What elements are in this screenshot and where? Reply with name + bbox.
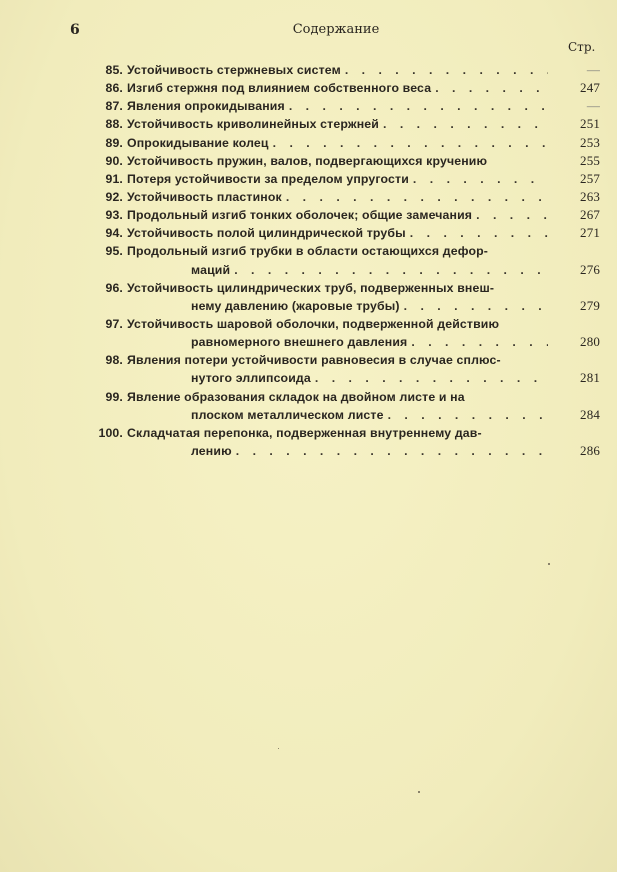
entry-page: 267 [580,207,600,223]
toc-entry-continuation [84,369,600,387]
entry-page: 286 [580,442,600,458]
entry-title: Продольный изгиб тонких оболочек; общие замечания [127,208,473,223]
page-column-label: Стр. [568,40,596,54]
entry-title: Устойчивость шаровой оболочки, подверженной действию [127,316,500,331]
toc-entry [84,134,600,152]
entry-number: 88. [105,117,123,132]
entry-number: 85. [105,63,123,77]
entry-number: 91. [105,171,123,186]
dot-leader [410,224,548,242]
entry-title: Явления потери устойчивости равновесия в случае сплюс- [127,353,501,368]
toc-entry [84,351,600,369]
entry-number: 93. [105,208,123,223]
entry-number: 89. [105,135,123,150]
entry-page: 251 [580,116,600,132]
entry-page: 253 [580,134,600,150]
entry-title: плоском металлическом листе [191,407,384,422]
toc-entry [84,206,600,224]
dot-leader [273,134,548,152]
toc-entry-continuation [84,406,600,424]
entry-title: Складчатая перепонка, подверженная внутреннему дав- [127,425,482,440]
toc-entry [84,224,600,242]
entry-number: 97. [105,316,123,331]
entry-title: Изгиб стержня под влиянием собственного веса [127,81,432,96]
toc-entry [84,424,600,442]
toc-entry [84,315,600,333]
entry-number: 98. [105,353,123,368]
dot-leader [404,297,548,315]
dot-leader [435,79,548,97]
scan-speck [548,563,550,565]
entry-number: 95. [105,244,123,259]
entry-page: 279 [580,297,600,313]
entry-page: 281 [580,370,600,386]
dot-leader [286,188,548,206]
toc-entry-continuation [84,261,600,279]
toc-entry-continuation [84,297,600,315]
entry-number: 100. [98,425,123,440]
page-number: 6 [70,22,80,38]
entry-title: лению [191,443,232,458]
entry-title: Устойчивость полой цилиндрической трубы [127,226,406,241]
toc-entry [84,152,600,170]
entry-title: Явления опрокидывания [127,99,285,114]
entry-page: 247 [580,80,600,96]
dot-leader [289,97,548,115]
toc-entry-continuation [84,333,600,351]
entry-title: Устойчивость пластинок [127,189,282,204]
entry-title: Опрокидывание колец [127,135,269,150]
dot-leader [388,406,548,424]
toc-entry-continuation [84,442,600,460]
entry-page: 257 [580,170,600,186]
entry-title: Устойчивость стержневых систем [127,63,341,77]
entry-number: 99. [105,389,123,404]
toc-entry [84,188,600,206]
toc-entry [84,279,600,297]
entry-page: 271 [580,225,600,241]
page-title: Содержание [292,22,380,37]
toc-entry [84,79,600,97]
entry-title: Устойчивость пружин, валов, подвергающихся кручению [127,153,488,168]
entry-title: Продольный изгиб трубки в области остающихся дефор- [127,244,489,259]
scan-speck [278,748,279,749]
entry-page: 284 [580,406,600,422]
entry-page: 263 [580,188,600,204]
entry-page: 280 [580,334,600,350]
entry-number: 87. [105,99,123,114]
entry-title: маций [191,262,231,277]
entry-title: Потеря устойчивости за пределом упругости [127,171,409,186]
dot-leader [413,170,548,188]
toc-entry [84,242,600,260]
entry-title: нутого эллипсоида [191,371,311,386]
table-of-contents [84,61,600,460]
entry-page: — [586,62,600,77]
toc-entry [84,170,600,188]
dot-leader [476,206,548,224]
entry-page: — [586,98,600,114]
dot-leader [315,369,548,387]
dot-leader [234,261,548,279]
toc-entry [84,61,600,79]
entry-title: равномерного внешнего давления [191,335,408,350]
entry-number: 92. [105,189,123,204]
entry-number: 86. [105,81,123,96]
entry-number: 94. [105,226,123,241]
entry-title: Устойчивость цилиндрических труб, подверженных внеш- [127,280,495,295]
scan-speck [418,791,420,793]
toc-entry [84,97,600,115]
entry-number: 96. [105,280,123,295]
entry-number: 90. [105,153,123,168]
dot-leader [236,442,548,460]
entry-title: нему давлению (жаровые трубы) [191,298,400,313]
entry-page: 255 [580,152,600,168]
dot-leader [383,115,548,133]
toc-entry [84,115,600,133]
dot-leader [411,333,548,351]
entry-title: Устойчивость криволинейных стержней [127,117,379,132]
toc-entry [84,388,600,406]
entry-page: 276 [580,261,600,277]
entry-title: Явление образования складок на двойном листе и на [127,389,465,404]
dot-leader [345,61,548,79]
